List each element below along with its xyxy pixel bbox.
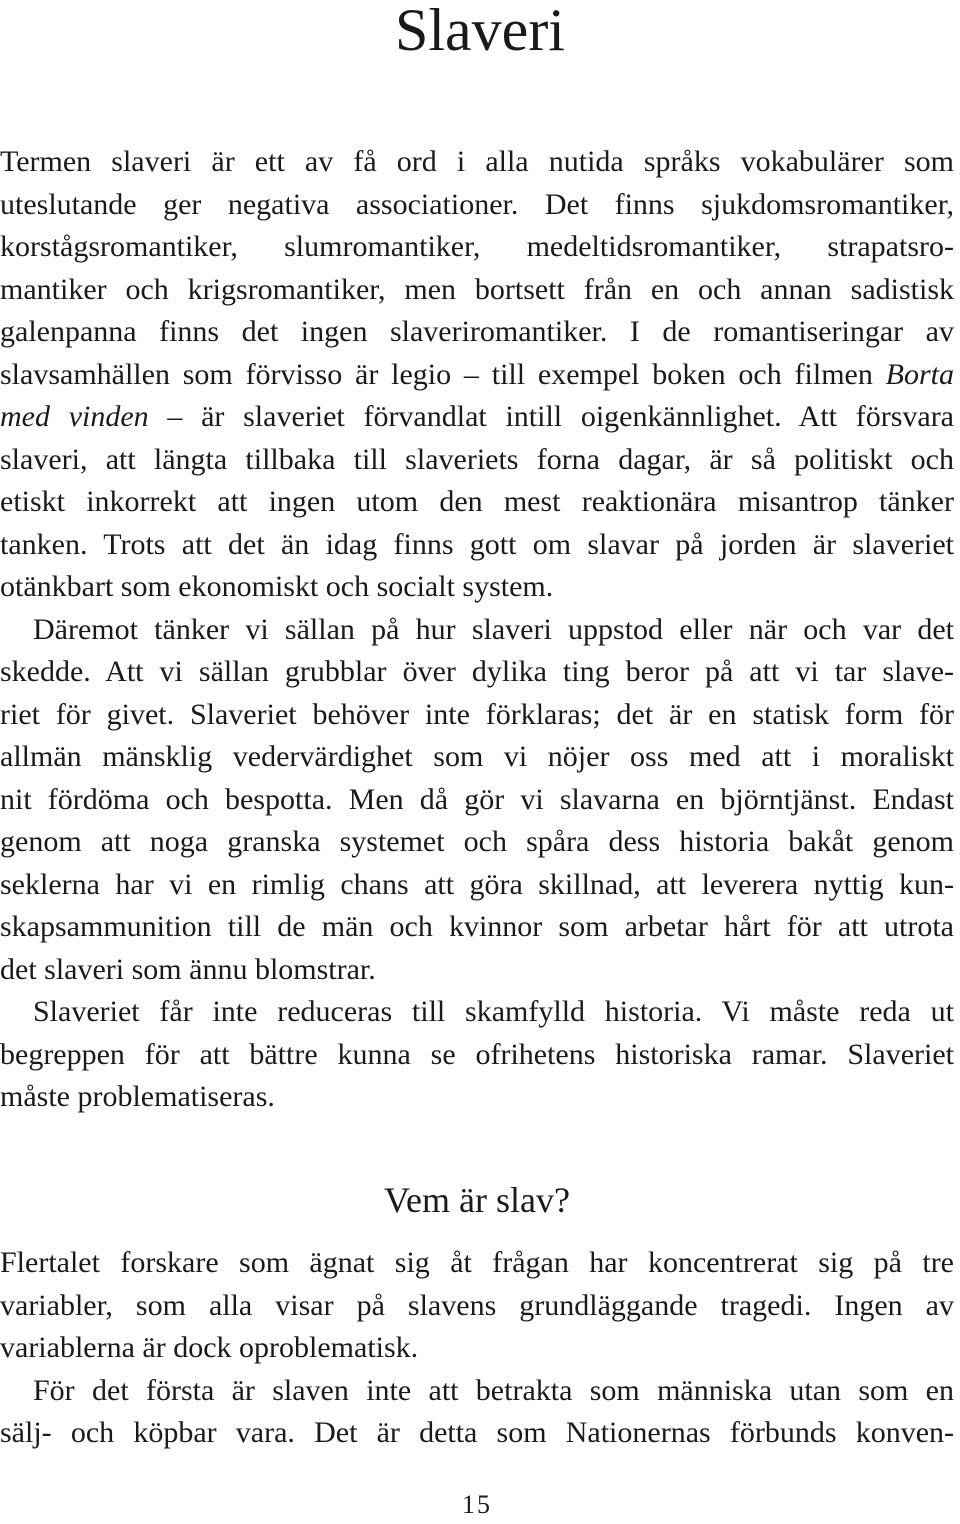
text-line: seklerna har vi en rimlig chans att göra skillnad, att leverera nyttig kun- xyxy=(0,867,954,901)
text-line: Däremot tänker vi sällan på hur slaveri uppstod eller när och var det xyxy=(33,612,954,646)
text-line-with-italic xyxy=(0,396,954,439)
text-line: allmän mänsklig vedervärdighet som vi nöjer oss med att i moraliskt xyxy=(0,740,954,773)
paragraph xyxy=(0,1242,954,1370)
text-run: slavsamhällen som förvisso är legio – till exempel boken och filmen xyxy=(0,357,886,391)
text-line: skapsammunition till de män och kvinnor som arbetar hårt för att utrota xyxy=(0,910,954,943)
text-line: korstågsromantiker, slumromantiker, medeltidsromantiker, strapatsro- xyxy=(0,230,954,263)
text-line: slaveri, att längta tillbaka till slaveriets forna dagar, är så politiskt och xyxy=(0,442,954,476)
text-line: Slaveriet får inte reduceras till skamfylld historia. Vi måste reda ut xyxy=(33,995,954,1028)
paragraph xyxy=(0,141,954,609)
text-line: begreppen för att bättre kunna se ofrihetens historiska ramar. Slaveriet xyxy=(0,1037,954,1071)
text-line: det slaveri som ännu blomstrar. xyxy=(0,952,376,986)
text-line: Flertalet forskare som ägnat sig åt frågan har koncentrerat sig på tre xyxy=(0,1246,954,1279)
section-body xyxy=(0,141,954,1119)
text-line: måste problematiseras. xyxy=(0,1080,275,1113)
paragraph xyxy=(0,1370,954,1455)
text-line: För det första är slaven inte att betrakta som människa utan som en xyxy=(33,1373,954,1407)
text-line: genom att noga granska systemet och spåra dess historia bakåt genom xyxy=(0,825,954,858)
text-line: sälj- och köpbar vara. Det är detta som Nationernas förbunds konven- xyxy=(0,1416,954,1449)
text-line: skedde. Att vi sällan grubblar över dylika ting beror på att vi tar slave- xyxy=(0,655,954,688)
paragraph xyxy=(0,609,954,992)
text-line: tanken. Trots att det än idag finns gott om slavar på jorden är slaveriet xyxy=(0,527,954,561)
page-number: 15 xyxy=(462,1490,492,1519)
italic-title: Borta xyxy=(885,357,954,391)
section-heading: Vem är slav? xyxy=(384,1180,570,1220)
text-line-with-italic xyxy=(0,354,954,397)
text-line: riet för givet. Slaveriet behöver inte förklaras; det är en statisk form för xyxy=(0,697,954,731)
section-body xyxy=(0,1242,954,1455)
text-line: galenpanna finns det ingen slaveriromantiker. I de romantiseringar av xyxy=(0,315,954,348)
text-line: variablerna är dock oproblematisk. xyxy=(0,1331,419,1364)
text-line: uteslutande ger negativa associationer. Det finns sjukdomsromantiker, xyxy=(0,187,954,221)
text-line: otänkbart som ekonomiskt och socialt system. xyxy=(0,570,554,603)
text-line: mantiker och krigsromantiker, men bortsett från en och annan sadistisk xyxy=(0,272,954,306)
text-line: variabler, som alla visar på slavens grundläggande tragedi. Ingen av xyxy=(0,1288,954,1322)
chapter-title: Slaveri xyxy=(395,0,565,63)
text-line: Termen slaveri är ett av få ord i alla nutida språks vokabulärer som xyxy=(0,145,954,178)
text-line: etiskt inkorrekt att ingen utom den mest reaktionära misantrop tänker xyxy=(0,485,954,518)
text-line: nit fördöma och bespotta. Men då gör vi slavarna en björntjänst. Endast xyxy=(0,782,954,816)
italic-title: med vinden xyxy=(0,400,149,433)
text-run: – är slaveriet förvandlat intill oigenkännlighet. Att försvara xyxy=(148,400,955,433)
paragraph xyxy=(0,991,954,1119)
